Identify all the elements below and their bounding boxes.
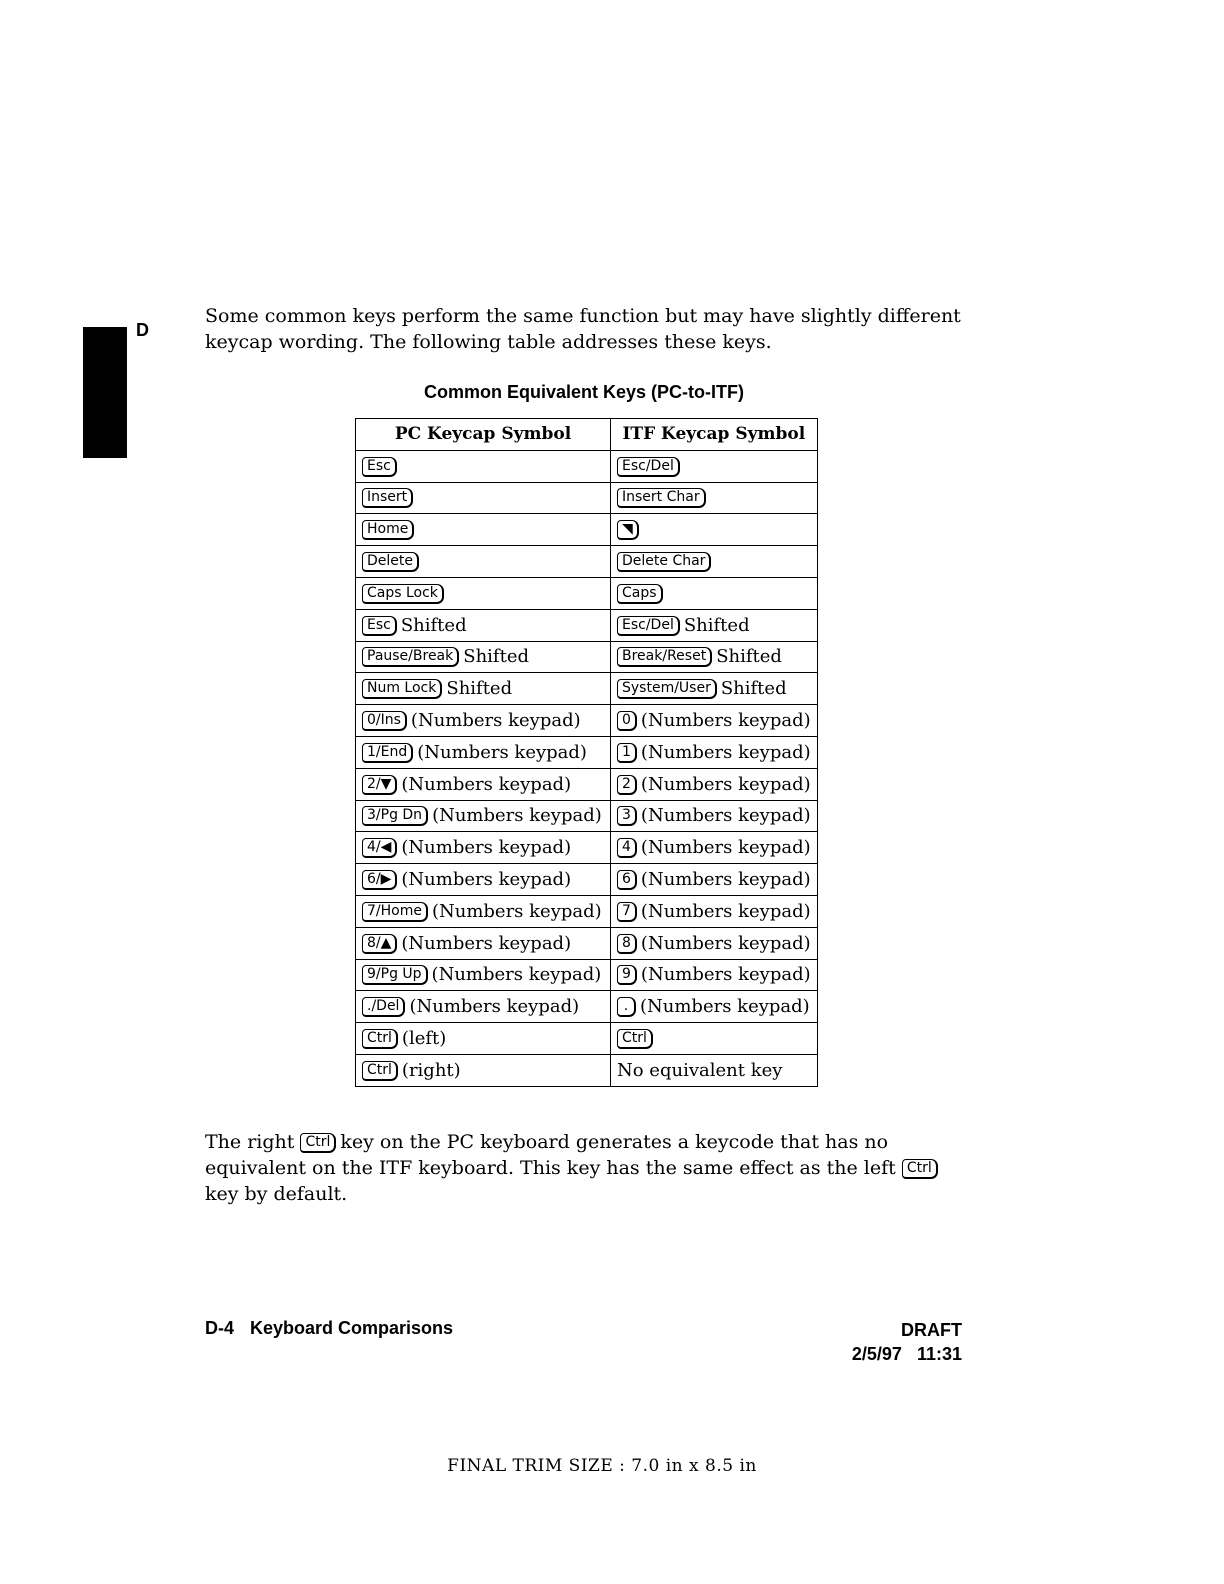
- pc-keycap: Ctrl: [362, 1061, 398, 1081]
- pc-keycap-cell: [356, 736, 611, 768]
- pc-keycap-qualifier: (Numbers keypad): [401, 837, 572, 859]
- pc-keycap: 1/End: [362, 743, 413, 763]
- table-row: [356, 927, 818, 959]
- table-row: [356, 864, 818, 896]
- note-text: The right: [205, 1131, 295, 1153]
- itf-keycap: ◥: [617, 520, 639, 540]
- pc-keycap: 6/▶: [362, 870, 397, 890]
- pc-keycap-qualifier: (Numbers keypad): [417, 741, 587, 763]
- itf-keycap-cell: [611, 673, 818, 705]
- pc-keycap-qualifier: (Numbers keypad): [431, 900, 602, 922]
- itf-keycap: 4: [617, 838, 637, 858]
- pc-keycap-cell: [356, 514, 611, 546]
- header-itf-keycap: ITF Keycap Symbol: [611, 419, 818, 451]
- pc-keycap-cell: [356, 450, 611, 482]
- note-text: equivalent on the ITF keyboard. This key has the same effect as the left: [205, 1157, 896, 1179]
- table-row: [356, 450, 818, 482]
- pc-keycap-qualifier: (Numbers keypad): [401, 932, 572, 954]
- itf-keycap-qualifier: (Numbers keypad): [640, 996, 810, 1018]
- itf-keycap-qualifier: Shifted: [716, 646, 782, 668]
- footer-draft-info: [760, 1318, 962, 1366]
- pc-keycap-qualifier: Shifted: [400, 614, 467, 636]
- pc-keycap: Num Lock: [362, 679, 442, 699]
- draft-date: 2/5/97: [851, 1344, 902, 1364]
- chapter-letter: D: [136, 320, 149, 340]
- itf-keycap-qualifier: (Numbers keypad): [640, 964, 811, 986]
- itf-keycap-cell: [611, 514, 818, 546]
- table-row: [356, 768, 818, 800]
- note-line-3: key by default.: [205, 1183, 348, 1205]
- itf-keycap: 2: [617, 775, 637, 795]
- itf-keycap-qualifier: Shifted: [683, 614, 750, 636]
- itf-keycap-qualifier: (Numbers keypad): [640, 773, 811, 795]
- pc-keycap-cell: [356, 959, 611, 991]
- itf-keycap-qualifier: (Numbers keypad): [640, 710, 811, 732]
- pc-keycap-cell: [356, 832, 611, 864]
- trim-size-note: FINAL TRIM SIZE : 7.0 in x 8.5 in: [447, 1456, 757, 1476]
- intro-paragraph: [205, 303, 975, 355]
- itf-keycap-cell: [611, 800, 818, 832]
- itf-keycap-cell: [611, 768, 818, 800]
- pc-keycap-qualifier: (Numbers keypad): [401, 869, 572, 891]
- pc-keycap-cell: [356, 991, 611, 1023]
- itf-keycap-qualifier: (Numbers keypad): [640, 932, 811, 954]
- table-header-row: [356, 419, 818, 451]
- itf-keycap: System/User: [617, 679, 717, 699]
- itf-keycap: Esc/Del: [617, 457, 680, 477]
- intro-line-1: Some common keys perform the same function but may have slightly different: [205, 305, 961, 327]
- pc-keycap: 2/▼: [362, 775, 397, 795]
- draft-label: DRAFT: [901, 1320, 962, 1340]
- pc-keycap-cell: [356, 482, 611, 514]
- pc-keycap-qualifier: (left): [401, 1028, 447, 1050]
- note-line-1: [205, 1129, 965, 1155]
- itf-keycap: Insert Char: [617, 488, 706, 508]
- note-text: key on the PC keyboard generates a keycode that has no: [340, 1131, 889, 1153]
- pc-keycap-cell: [356, 641, 611, 673]
- table-row: [356, 895, 818, 927]
- pc-keycap-qualifier: Shifted: [446, 678, 513, 700]
- itf-keycap-cell: [611, 546, 818, 578]
- pc-keycap: Caps Lock: [362, 584, 444, 604]
- pc-keycap: 0/Ins: [362, 711, 407, 731]
- table-row: [356, 482, 818, 514]
- table-caption: Common Equivalent Keys (PC-to-ITF): [423, 382, 744, 402]
- pc-keycap-cell: [356, 577, 611, 609]
- table-row: [356, 1023, 818, 1055]
- pc-keycap-cell: [356, 800, 611, 832]
- itf-keycap: Delete Char: [617, 552, 711, 572]
- itf-keycap: .: [617, 997, 636, 1017]
- itf-keycap-qualifier: (Numbers keypad): [640, 900, 811, 922]
- note-paragraph: [205, 1129, 965, 1207]
- table-row: [356, 800, 818, 832]
- pc-keycap-cell: [356, 768, 611, 800]
- pc-keycap: Delete: [362, 552, 419, 572]
- draft-datetime: [760, 1342, 962, 1366]
- table-row: [356, 577, 818, 609]
- pc-keycap-cell: [356, 895, 611, 927]
- section-title: Keyboard Comparisons: [250, 1318, 454, 1338]
- pc-keycap: Esc: [362, 457, 397, 477]
- itf-keycap-cell: [611, 895, 818, 927]
- itf-keycap-qualifier: Shifted: [720, 678, 787, 700]
- table-row: [356, 641, 818, 673]
- pc-keycap: Esc: [362, 616, 397, 636]
- table-row: [356, 609, 818, 641]
- pc-keycap-qualifier: (Numbers keypad): [432, 805, 602, 827]
- pc-keycap-qualifier: (Numbers keypad): [409, 996, 580, 1018]
- itf-keycap: Break/Reset: [617, 647, 712, 667]
- ctrl-keycap: Ctrl: [300, 1133, 336, 1153]
- itf-keycap-cell: [611, 450, 818, 482]
- table-row: [356, 991, 818, 1023]
- equivalent-keys-table: [355, 418, 818, 1087]
- itf-keycap: 8: [617, 934, 637, 954]
- table-row: [356, 959, 818, 991]
- table-row: [356, 736, 818, 768]
- itf-keycap-cell: [611, 1054, 818, 1086]
- pc-keycap-cell: [356, 673, 611, 705]
- itf-keycap: Ctrl: [617, 1029, 653, 1049]
- itf-keycap-qualifier: (Numbers keypad): [640, 805, 811, 827]
- pc-keycap-cell: [356, 546, 611, 578]
- itf-keycap: 1: [617, 743, 637, 763]
- itf-keycap: 6: [617, 870, 637, 890]
- note-line-2: [205, 1155, 965, 1181]
- pc-keycap: 3/Pg Dn: [362, 806, 428, 826]
- itf-keycap-qualifier: (Numbers keypad): [640, 837, 811, 859]
- pc-keycap: Home: [362, 520, 414, 540]
- pc-keycap-qualifier: (Numbers keypad): [431, 964, 602, 986]
- table-row: [356, 673, 818, 705]
- pc-keycap-cell: [356, 864, 611, 896]
- pc-keycap-cell: [356, 609, 611, 641]
- table-row: [356, 546, 818, 578]
- pc-keycap: 9/Pg Up: [362, 965, 428, 985]
- itf-keycap: 9: [617, 965, 637, 985]
- intro-line-2: keycap wording. The following table addresses these keys.: [205, 331, 772, 353]
- table-row: [356, 514, 818, 546]
- itf-keycap-cell: [611, 864, 818, 896]
- itf-keycap-cell: [611, 832, 818, 864]
- pc-keycap: Ctrl: [362, 1029, 398, 1049]
- itf-keycap-qualifier: No equivalent key: [617, 1059, 783, 1081]
- pc-keycap-qualifier: (right): [401, 1059, 461, 1081]
- itf-keycap-cell: [611, 705, 818, 737]
- itf-keycap-cell: [611, 959, 818, 991]
- itf-keycap-qualifier: (Numbers keypad): [640, 741, 811, 763]
- pc-keycap-cell: [356, 705, 611, 737]
- itf-keycap: 7: [617, 902, 637, 922]
- draft-time: 11:31: [916, 1344, 962, 1364]
- ctrl-keycap: Ctrl: [902, 1159, 938, 1179]
- itf-keycap-cell: [611, 991, 818, 1023]
- itf-keycap: 3: [617, 806, 637, 826]
- itf-keycap-cell: [611, 736, 818, 768]
- pc-keycap: ./Del: [362, 997, 405, 1017]
- itf-keycap-cell: [611, 927, 818, 959]
- pc-keycap-cell: [356, 1023, 611, 1055]
- footer-page-info: [205, 1318, 453, 1339]
- pc-keycap-qualifier: (Numbers keypad): [401, 773, 572, 795]
- pc-keycap-cell: [356, 1054, 611, 1086]
- itf-keycap-cell: [611, 641, 818, 673]
- itf-keycap: Esc/Del: [617, 616, 680, 636]
- pc-keycap: Pause/Break: [362, 647, 459, 667]
- itf-keycap-cell: [611, 577, 818, 609]
- header-pc-keycap: PC Keycap Symbol: [356, 419, 611, 451]
- itf-keycap: Caps: [617, 584, 663, 604]
- itf-keycap-qualifier: (Numbers keypad): [640, 869, 811, 891]
- itf-keycap-cell: [611, 609, 818, 641]
- pc-keycap-qualifier: Shifted: [463, 646, 530, 668]
- itf-keycap-cell: [611, 1023, 818, 1055]
- chapter-thumb-tab: [83, 327, 127, 458]
- table-row: [356, 705, 818, 737]
- itf-keycap-cell: [611, 482, 818, 514]
- page-number: D-4: [205, 1318, 235, 1338]
- pc-keycap: 4/◀: [362, 838, 397, 858]
- itf-keycap: 0: [617, 711, 637, 731]
- pc-keycap-cell: [356, 927, 611, 959]
- pc-keycap-qualifier: (Numbers keypad): [410, 710, 581, 732]
- pc-keycap: 8/▲: [362, 934, 397, 954]
- table-row: [356, 832, 818, 864]
- pc-keycap: 7/Home: [362, 902, 428, 922]
- pc-keycap: Insert: [362, 488, 413, 508]
- table-row: [356, 1054, 818, 1086]
